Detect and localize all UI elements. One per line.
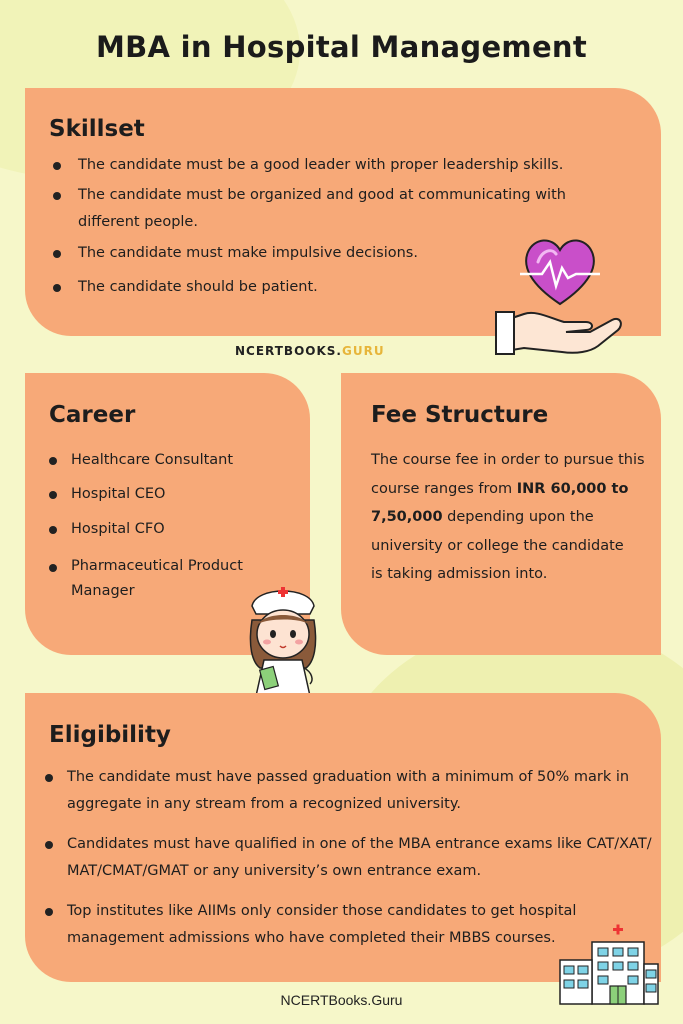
list-item: The candidate must make impulsive decisions.	[78, 240, 598, 267]
footer-site-name: NCERTBooks.Guru	[280, 992, 403, 1008]
list-item: Hospital CEO	[71, 481, 301, 508]
fee-line	[371, 503, 656, 532]
list-item-continuation: aggregate in any stream from a recognized university.	[67, 796, 461, 812]
fee-line: is taking admission into.	[371, 566, 548, 582]
page-title: MBA in Hospital Management	[95, 30, 588, 64]
fee-text: course ranges from	[371, 480, 517, 497]
fee-structure-card	[341, 373, 661, 655]
fee-amount: 7,50,000	[371, 509, 443, 525]
watermark-main: NCERTBOOKS.	[235, 344, 342, 358]
watermark	[235, 344, 385, 358]
list-item-continuation: management admissions who have completed their MBBS courses.	[67, 930, 556, 946]
list-item: The candidate should be patient.	[78, 274, 598, 301]
list-item: Candidates must have qualified in one of the MBA entrance exams like CAT/XAT/	[67, 831, 657, 858]
career-heading: Career	[49, 402, 136, 428]
fee-amount: INR 60,000 to	[516, 480, 629, 497]
list-item: Healthcare Consultant	[71, 447, 301, 474]
skillset-heading: Skillset	[49, 116, 145, 142]
list-item-continuation: different people.	[78, 214, 198, 230]
list-item: Hospital CFO	[71, 516, 301, 543]
fee-line	[371, 475, 656, 504]
fee-description	[371, 446, 656, 589]
fee-text: depending upon the	[442, 509, 594, 525]
list-item-continuation: MAT/CMAT/GMAT or any university’s own entrance exam.	[67, 863, 482, 879]
list-item: The candidate must have passed graduation with a minimum of 50% mark in	[67, 764, 657, 791]
heart-in-hand-icon	[490, 222, 630, 362]
list-item: Pharmaceutical Product	[71, 554, 301, 579]
fee-heading: Fee Structure	[371, 402, 549, 428]
fee-line: university or college the candidate	[371, 537, 624, 554]
list-item-continuation: Manager	[71, 583, 135, 599]
list-item: Top institutes like AIIMs only consider those candidates to get hospital	[67, 898, 657, 925]
eligibility-heading: Eligibility	[49, 722, 171, 748]
list-item: The candidate must be a good leader with proper leadership skills.	[78, 152, 598, 179]
list-item: The candidate must be organized and good at communicating with	[78, 182, 598, 209]
watermark-accent: GURU	[341, 344, 385, 358]
fee-line: The course fee in order to pursue this	[371, 452, 645, 468]
